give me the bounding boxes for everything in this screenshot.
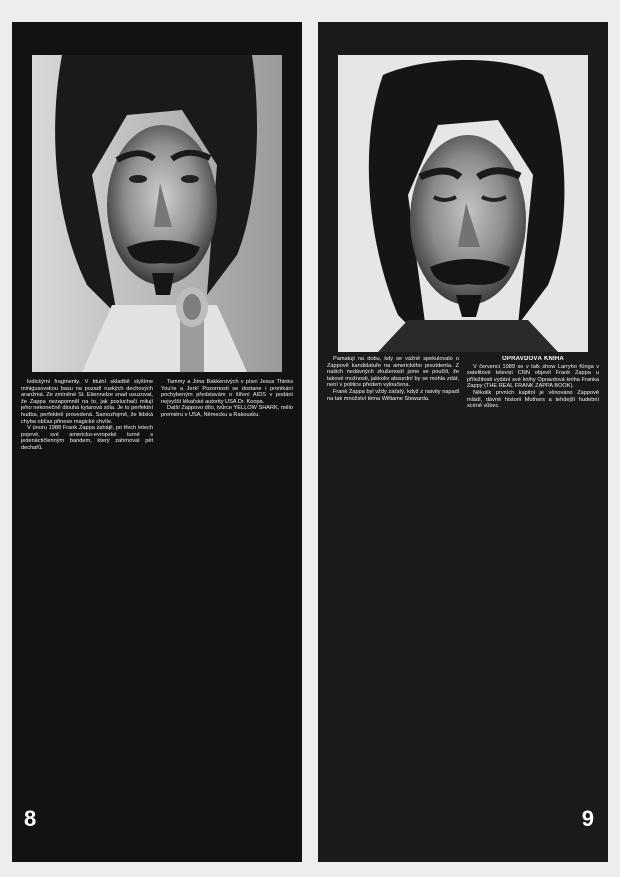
article-paragraph: Další Zappovo dílo, tvůrce YELLOW SHARK, mělo premiéru v USA, Německu a Rakousku.: [161, 405, 293, 418]
zappa-photo-microphone: [32, 55, 282, 372]
article-paragraph: V červenci 1989 se v talk show Larryho Kinga v satelitové televizi CNN objevil Frank Zappa u příležitosti vydání své knihy Opravdová kniha Franka Zappy (THE REAL FRANK ZAPPA BOOK).: [467, 363, 599, 390]
article-paragraph: Tammy a Jima Bakkerových v písni Jesus Thinks You're a Jerk! Pozornosti se dostane i pronikání pochybeným představám o šíření AIDS v podání nejvyšší lékařské autority USA Dr. Koopa.: [161, 379, 293, 405]
page-left: [12, 22, 302, 862]
article-paragraph: lodickými fragmenty. V titulní skladbě slyšíme minigusovskou basu na pozadí ruských dechových aranžmá. Ze zmíněné St. Etiennelze snad usuzovat, že Zappa nezapomněl na to, jak posluchači milují jeho nekonečně dlouhá kytarová sóla. Je to perfektní hudba, perfektně provedená. Samozřejmě, že lidská chyba občas přinese magické chvíle.: [21, 379, 153, 425]
section-heading: OPRAVDOVÁ KNIHA: [502, 356, 564, 362]
right-column-1: [327, 356, 459, 756]
page-number: 8: [24, 806, 37, 831]
zappa-photo-looking-down: [338, 55, 588, 352]
article-paragraph: Několik prvních kapitol je věnováno Zappově mládí, dávné historii Mothers a tehdejší hudební scéně vůbec.: [467, 389, 599, 410]
article-paragraph: Frank Zappa byl vždy zaťatý, když z naivity napadl na tak množství téma Williame Stewarda.: [327, 388, 459, 402]
left-column-1: [21, 379, 153, 779]
left-column-2: [161, 379, 293, 779]
right-column-2: [467, 356, 599, 756]
article-paragraph: Pamatuji na dobu, kdy se vážně spekulovalo o Zappově kandidatuře na amerického prezidenta. Z našich nedávných zkušeností jsme se poučili, že takové možnosti, jakkoliv absurdní by se mohla zdát, není v politice předem vyloučena.: [327, 356, 459, 389]
page-number: 9: [581, 806, 594, 831]
article-paragraph: V únoru 1988 Frank Zappa zahájil, po třech letech poprvé, své americko-evropské turné s jedenáctičlenným bandem, který zahrnoval pět dechařů.: [21, 425, 153, 451]
page-right: [318, 22, 608, 862]
